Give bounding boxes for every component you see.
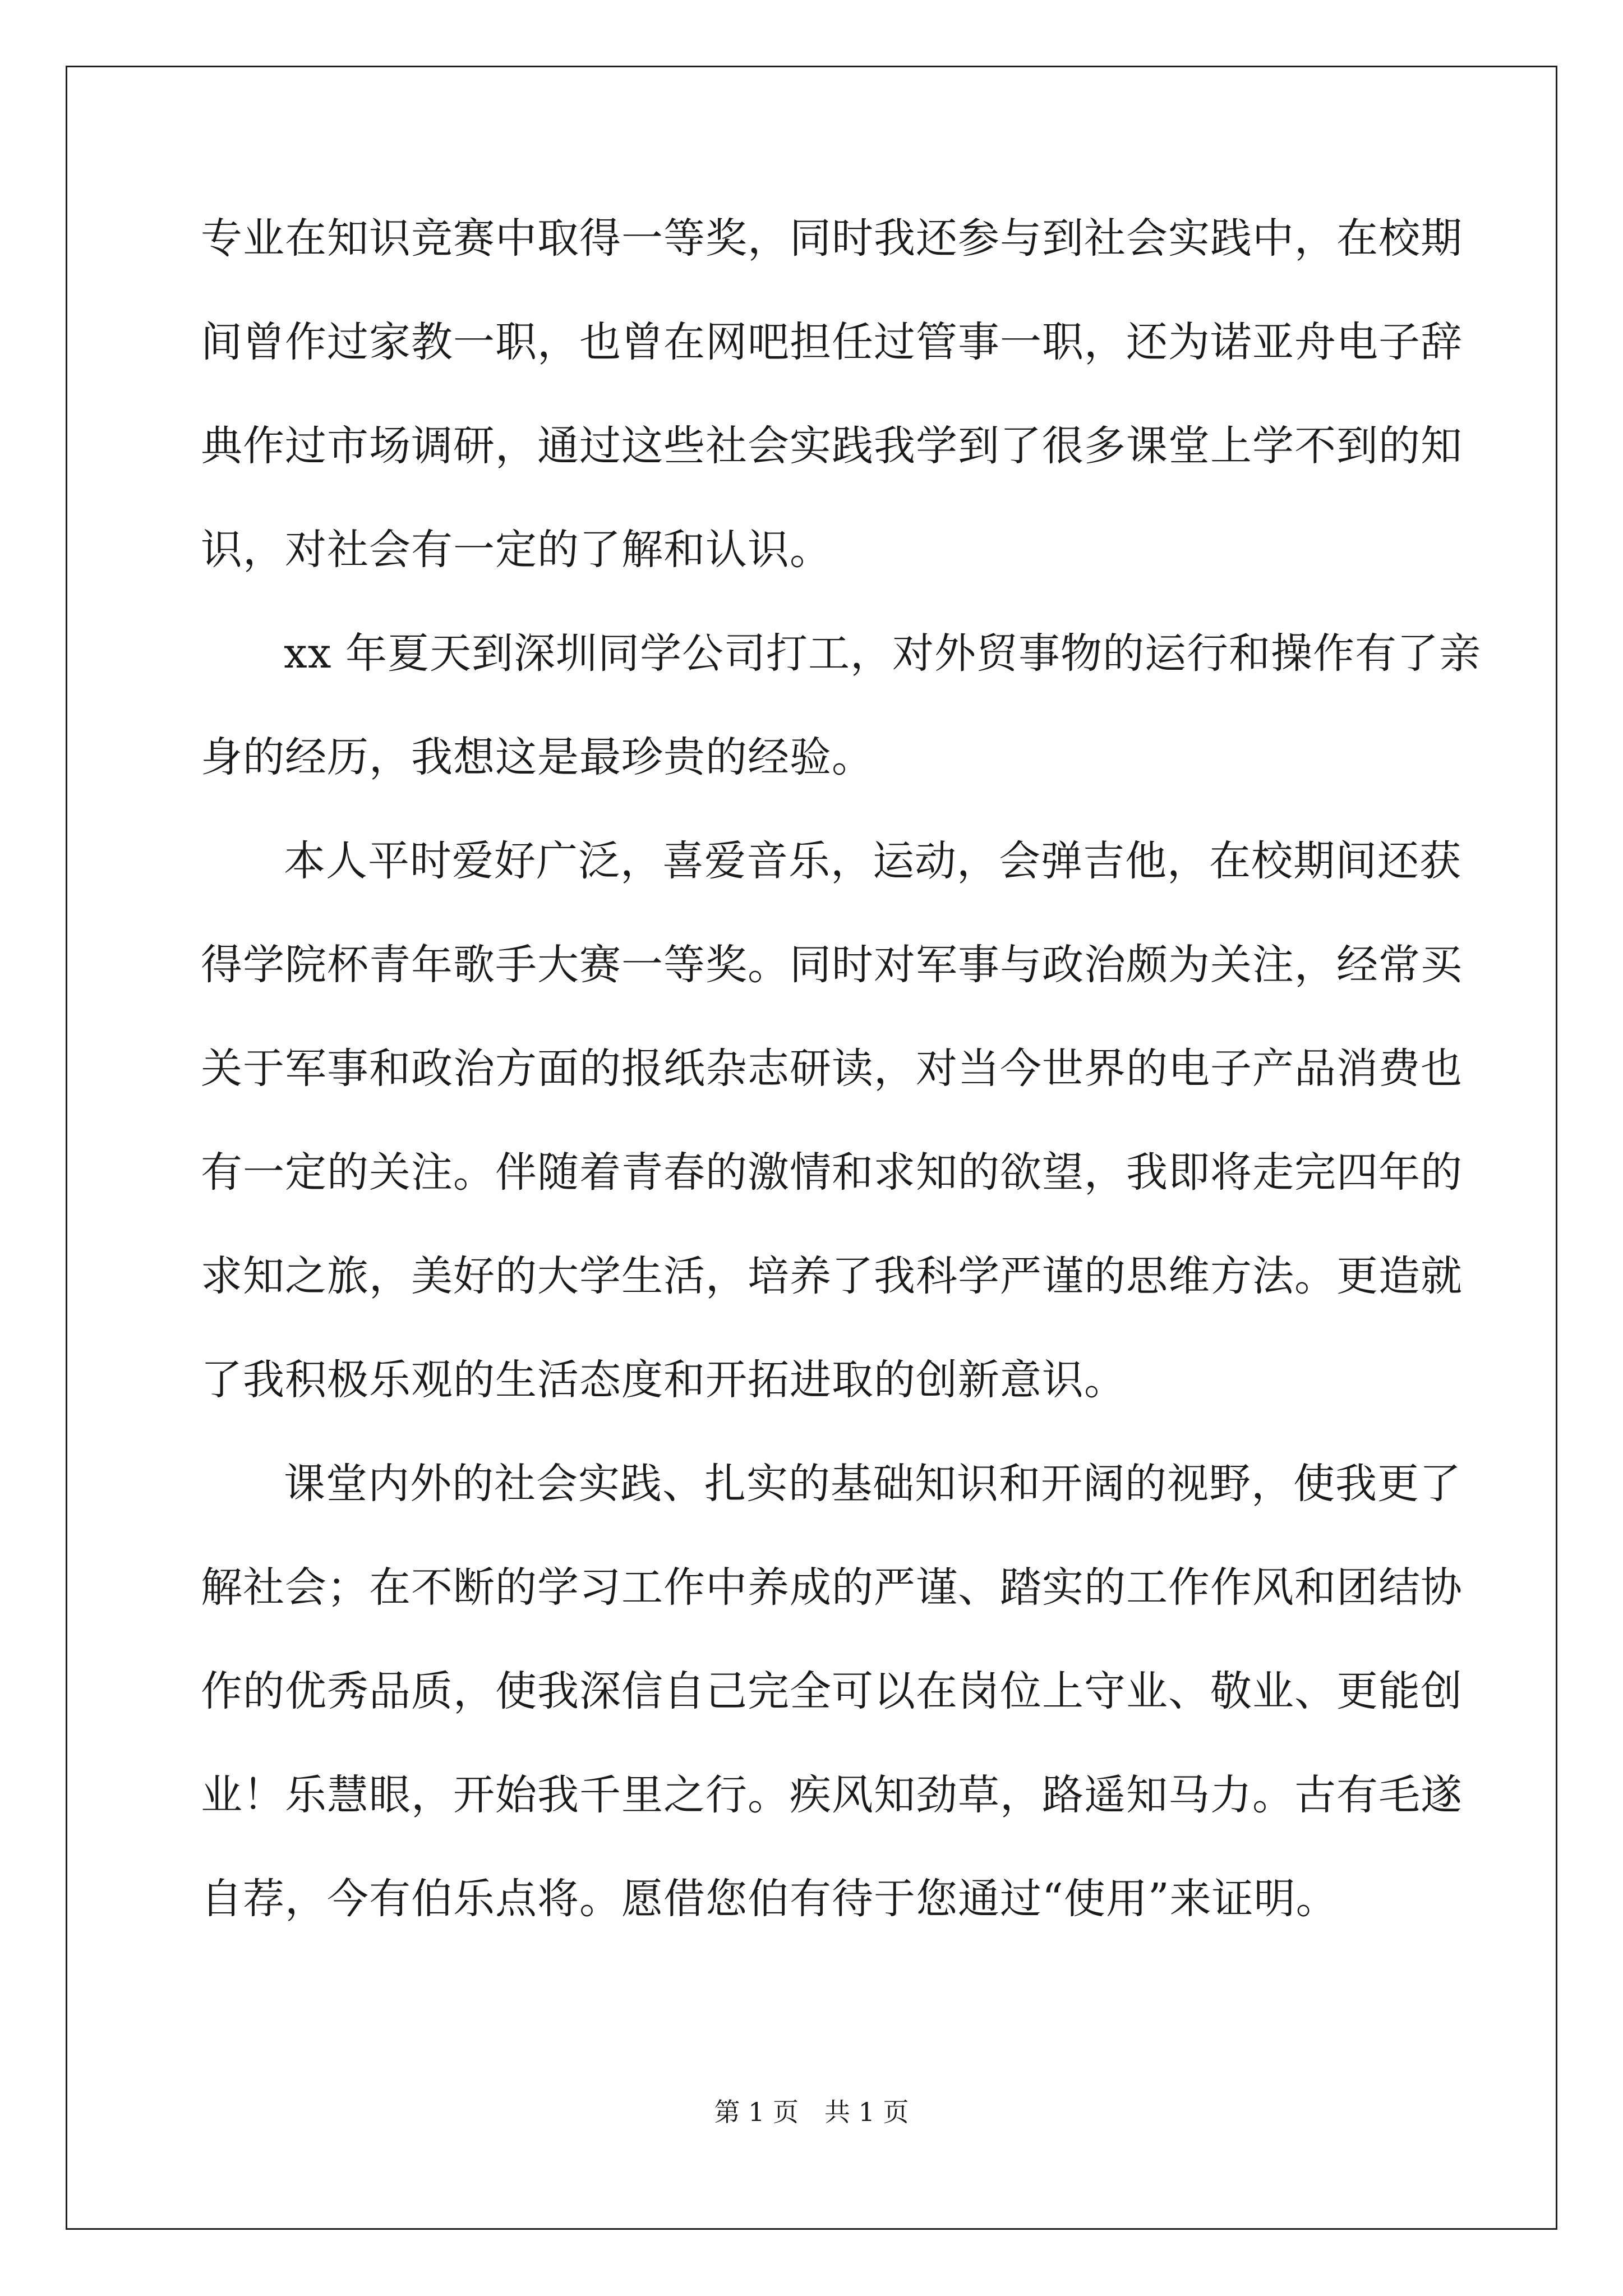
body-line: 求知之旅，美好的大学生活，培养了我科学严谨的思维方法。更造就 [201, 1252, 1463, 1300]
body-line: 身的经历，我想这是最珍贵的经验。 [201, 733, 874, 781]
body-line: 专业在知识竞赛中取得一等奖，同时我还参与到社会实践中，在校期 [201, 214, 1463, 263]
body-line: 关于军事和政治方面的报纸杂志研读，对当今世界的电子产品消费也 [201, 1045, 1463, 1093]
body-line: 课堂内外的社会实践、扎实的基础知识和开阔的视野，使我更了 [284, 1460, 1461, 1508]
body-line: 间曾作过家教一职，也曾在网吧担任过管事一职，还为诺亚舟电子辞 [201, 318, 1463, 366]
body-line: xx 年夏天到深圳同学公司打工，对外贸事物的运行和操作有了亲 [284, 629, 1481, 678]
body-line: 有一定的关注。伴随着青春的激情和求知的欲望，我即将走完四年的 [201, 1148, 1463, 1197]
body-line: 业！乐慧眼，开始我千里之行。疾风知劲草，路遥知马力。古有毛遂 [201, 1771, 1463, 1819]
body-line: 典作过市场调研，通过这些社会实践我学到了很多课堂上学不到的知 [201, 422, 1463, 470]
document-body [201, 214, 1481, 1982]
body-line: 自荐，今有伯乐点将。愿借您伯有待于您通过“使用”来证明。 [201, 1875, 1338, 1923]
body-line: 了我积极乐观的生活态度和开拓进取的创新意识。 [201, 1356, 1126, 1404]
body-line: 解社会；在不断的学习工作中养成的严谨、踏实的工作作风和团结协 [201, 1563, 1463, 1612]
body-line: 作的优秀品质，使我深信自己完全可以在岗位上守业、敬业、更能创 [201, 1667, 1463, 1715]
body-line: 本人平时爱好广泛，喜爱音乐，运动，会弹吉他，在校期间还获 [284, 837, 1461, 885]
body-line: 识，对社会有一定的了解和认识。 [201, 526, 832, 574]
page-number-footer: 第 1 页 共 1 页 [714, 2097, 909, 2127]
body-line: 得学院杯青年歌手大赛一等奖。同时对军事与政治颇为关注，经常买 [201, 941, 1463, 989]
